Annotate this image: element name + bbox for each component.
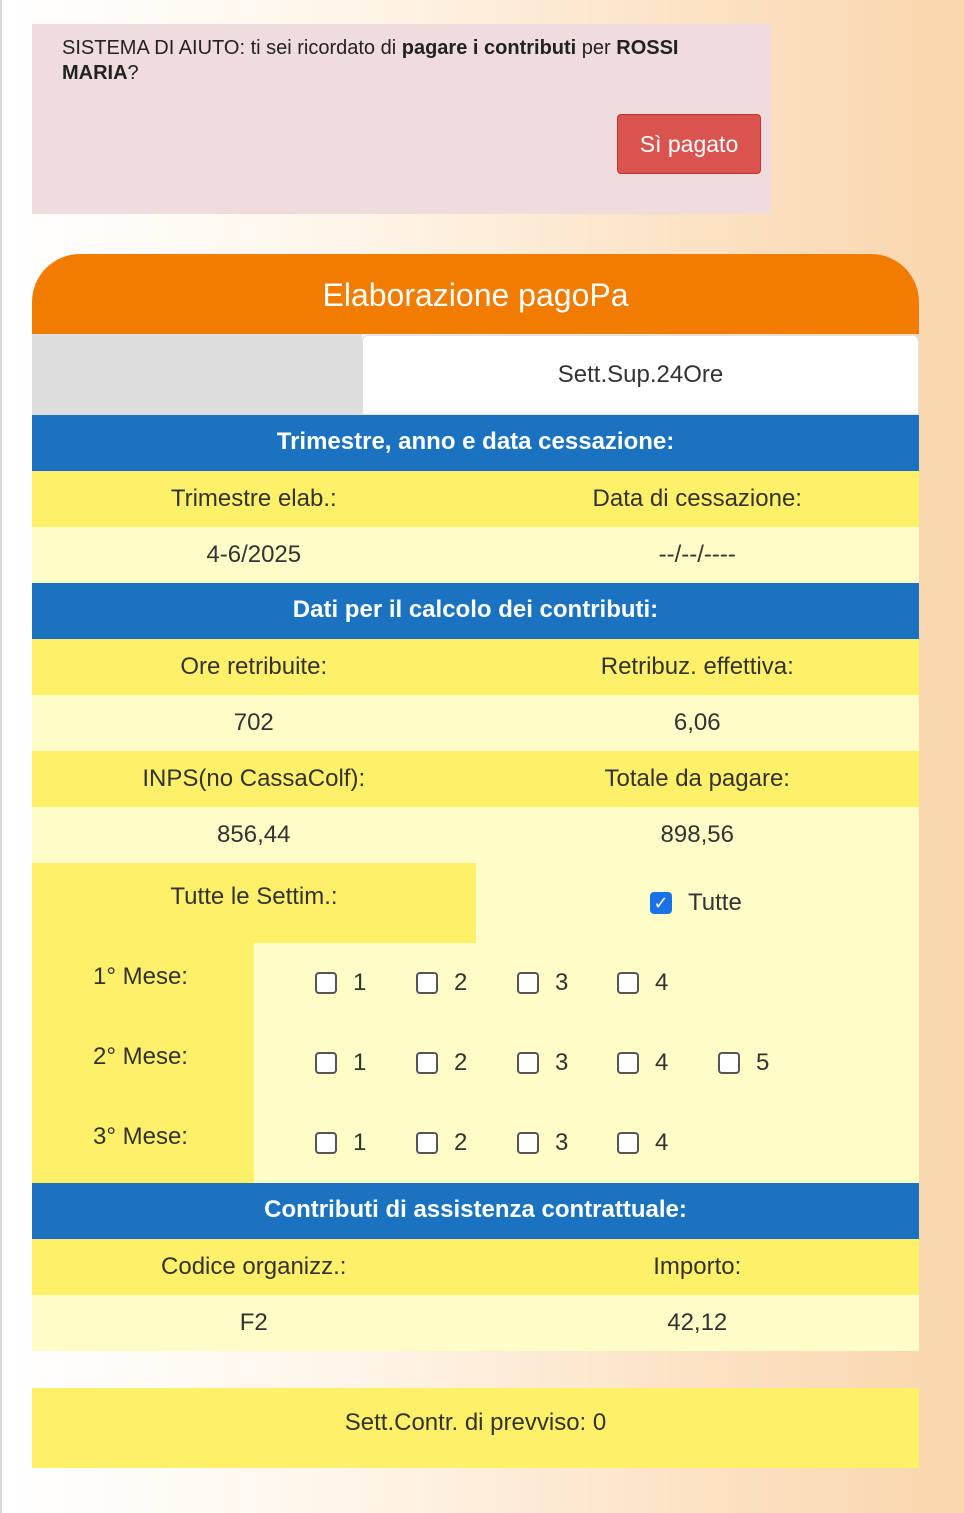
value-inps: 856,44 [32,807,476,863]
checkbox-m2-w2[interactable] [416,1049,467,1077]
value-totale: 898,56 [476,807,920,863]
checkbox-m2-w4[interactable] [617,1049,668,1077]
section-header-assistenza: Contributi di assistenza contrattuale: [32,1183,919,1239]
checkbox-m3-w3[interactable] [517,1129,568,1157]
section-header-calcolo: Dati per il calcolo dei contributi: [32,583,919,639]
value-ore-retribuite: 702 [32,695,476,751]
checkbox-box[interactable] [718,1052,740,1074]
checkbox-box[interactable] [517,1052,539,1074]
assistenza-label-row [32,1239,919,1295]
value-retribuzione-effettiva: 6,06 [476,695,920,751]
checkbox-m1-w1[interactable] [315,969,366,997]
checkbox-m1-w3[interactable] [517,969,568,997]
help-alert [32,24,771,214]
alert-text-suffix: ? [127,62,139,84]
checkbox-box[interactable] [315,1052,337,1074]
checkbox-label: 1 [353,1049,367,1076]
section-header-trimestre: Trimestre, anno e data cessazione: [32,415,919,471]
checkbox-label: 1 [353,969,367,996]
label-retribuzione-effettiva: Retribuz. effettiva: [476,639,920,695]
label-inps: INPS(no CassaColf): [32,751,476,807]
value-codice-organizzazione: F2 [32,1295,476,1351]
label-mese-2: 2° Mese: [93,1043,188,1070]
inps-label-row [32,751,919,807]
checkbox-m1-w2[interactable] [416,969,467,997]
label-mese-3: 3° Mese: [93,1123,188,1150]
label-trimestre: Trimestre elab.: [32,471,476,527]
tab-bar [32,334,919,415]
checkbox-label: 2 [454,1129,468,1156]
checkbox-box[interactable] [315,1132,337,1154]
checkbox-m3-w4[interactable] [617,1129,668,1157]
checkbox-box[interactable] [416,1052,438,1074]
pagopa-panel [32,254,919,1351]
preavviso-box: Sett.Contr. di prevviso: 0 [32,1388,919,1468]
checkbox-box[interactable] [416,972,438,994]
checkbox-label: 5 [756,1049,770,1076]
checkbox-label: 4 [655,969,669,996]
label-totale: Totale da pagare: [476,751,920,807]
label-tutte-settimane: Tutte le Settim.: [170,883,338,910]
checkbox-tutte-label: Tutte [688,889,742,916]
label-codice-organizzazione: Codice organizz.: [32,1239,476,1295]
checkbox-label: 3 [555,1129,569,1156]
checkbox-checked-icon[interactable]: ✓ [650,892,672,914]
ore-value-row [32,695,919,751]
trimestre-label-row [32,471,919,527]
checkbox-m2-w1[interactable] [315,1049,366,1077]
checkbox-box[interactable] [315,972,337,994]
checkbox-m3-w2[interactable] [416,1129,467,1157]
checkbox-label: 4 [655,1129,669,1156]
inps-value-row [32,807,919,863]
checkbox-label: 3 [555,969,569,996]
ore-label-row [32,639,919,695]
checkbox-box[interactable] [617,1052,639,1074]
checkbox-m2-w3[interactable] [517,1049,568,1077]
weeks-selector [32,863,919,1183]
value-importo: 42,12 [476,1295,920,1351]
checkbox-label: 1 [353,1129,367,1156]
label-importo: Importo: [476,1239,920,1295]
checkbox-box[interactable] [617,1132,639,1154]
checkbox-label: 3 [555,1049,569,1076]
alert-text-mid: per [576,37,617,59]
checkbox-box[interactable] [416,1132,438,1154]
checkbox-label: 2 [454,1049,468,1076]
value-data-cessazione: --/--/---- [476,527,920,583]
label-data-cessazione: Data di cessazione: [476,471,920,527]
checkbox-tutte[interactable] [650,889,742,917]
alert-text-prefix: SISTEMA DI AIUTO: ti sei ricordato di [62,37,402,59]
checkbox-label: 4 [655,1049,669,1076]
checkbox-box[interactable] [517,972,539,994]
checkbox-m2-w5[interactable] [718,1049,769,1077]
checkbox-box[interactable] [617,972,639,994]
tab-empty [32,334,362,415]
checkbox-box[interactable] [517,1132,539,1154]
label-mese-1: 1° Mese: [93,963,188,990]
tab-sett-sup-24ore[interactable]: Sett.Sup.24Ore [362,335,919,415]
panel-title: Elaborazione pagoPa [32,254,919,334]
alert-employee-name: ROSSI MARIA [62,37,679,84]
checkbox-m3-w1[interactable] [315,1129,366,1157]
alert-text-bold: pagare i contributi [401,37,577,59]
left-border-line [0,0,2,1513]
label-ore-retribuite: Ore retribuite: [32,639,476,695]
value-trimestre: 4-6/2025 [32,527,476,583]
paid-button[interactable]: Sì pagato [617,114,761,174]
assistenza-value-row [32,1295,919,1351]
checkbox-m1-w4[interactable] [617,969,668,997]
checkbox-label: 2 [454,969,468,996]
trimestre-value-row [32,527,919,583]
